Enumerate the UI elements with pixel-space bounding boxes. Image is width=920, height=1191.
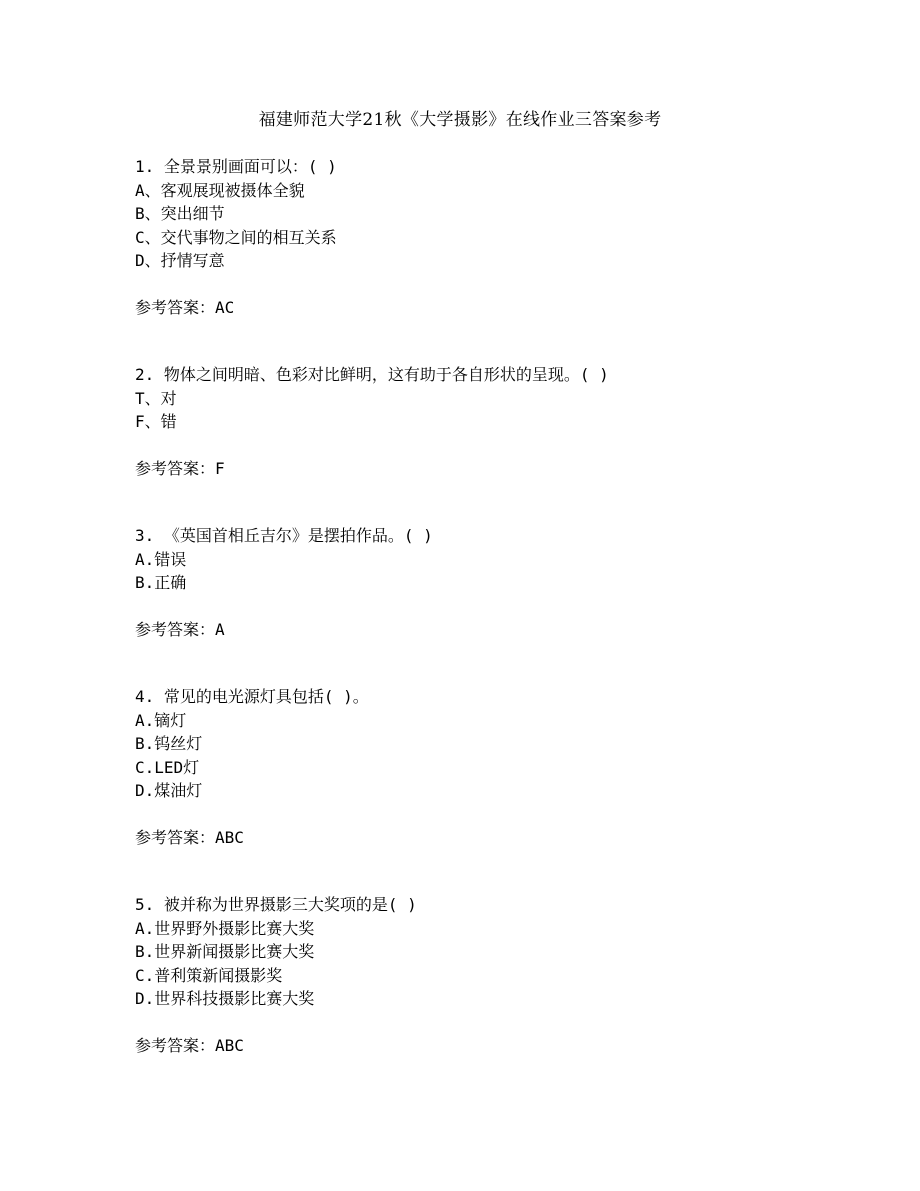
answer-reference: 参考答案：ABC bbox=[135, 827, 244, 847]
question-stem: 4. 常见的电光源灯具包括( )。 bbox=[135, 687, 369, 706]
option-b: B.钨丝灯 bbox=[135, 734, 203, 753]
question-spacer bbox=[135, 849, 835, 893]
option-c: C.LED灯 bbox=[135, 757, 200, 777]
question-spacer bbox=[135, 319, 835, 363]
option-a: A.世界野外摄影比赛大奖 bbox=[135, 918, 315, 938]
question-stem: 1. 全景景别画面可以：( ) bbox=[135, 157, 337, 176]
question-3 bbox=[135, 524, 835, 641]
option-f: F、错 bbox=[135, 412, 177, 431]
question-stem: 5. 被并称为世界摄影三大奖项的是( ) bbox=[135, 895, 417, 914]
question-list bbox=[135, 155, 835, 1057]
option-a: A、客观展现被摄体全貌 bbox=[135, 180, 305, 200]
answer-reference: 参考答案：ABC bbox=[135, 1035, 244, 1055]
question-5 bbox=[135, 893, 835, 1057]
option-b: B、突出细节 bbox=[135, 204, 225, 223]
answer-reference: 参考答案：A bbox=[135, 619, 225, 639]
question-stem: 3. 《英国首相丘吉尔》是摆拍作品。( ) bbox=[135, 526, 433, 545]
option-a: A.镝灯 bbox=[135, 710, 187, 730]
answer-reference: 参考答案：F bbox=[135, 458, 225, 478]
question-2 bbox=[135, 363, 835, 480]
option-d: D.世界科技摄影比赛大奖 bbox=[135, 989, 315, 1008]
option-d: D、抒情写意 bbox=[135, 251, 225, 270]
option-t: T、对 bbox=[135, 388, 177, 408]
option-c: C.普利策新闻摄影奖 bbox=[135, 965, 283, 985]
document-title: 福建师范大学21秋《大学摄影》在线作业三答案参考 bbox=[258, 110, 662, 130]
option-b: B.世界新闻摄影比赛大奖 bbox=[135, 942, 315, 961]
option-b: B.正确 bbox=[135, 573, 187, 592]
question-4 bbox=[135, 685, 835, 849]
option-a: A.错误 bbox=[135, 549, 187, 569]
question-1 bbox=[135, 155, 835, 319]
option-d: D.煤油灯 bbox=[135, 781, 203, 800]
option-c: C、交代事物之间的相互关系 bbox=[135, 227, 337, 247]
question-spacer bbox=[135, 641, 835, 685]
question-stem: 2. 物体之间明暗、色彩对比鲜明，这有助于各自形状的呈现。( ) bbox=[135, 365, 609, 384]
answer-reference: 参考答案：AC bbox=[135, 297, 235, 317]
question-spacer bbox=[135, 480, 835, 524]
